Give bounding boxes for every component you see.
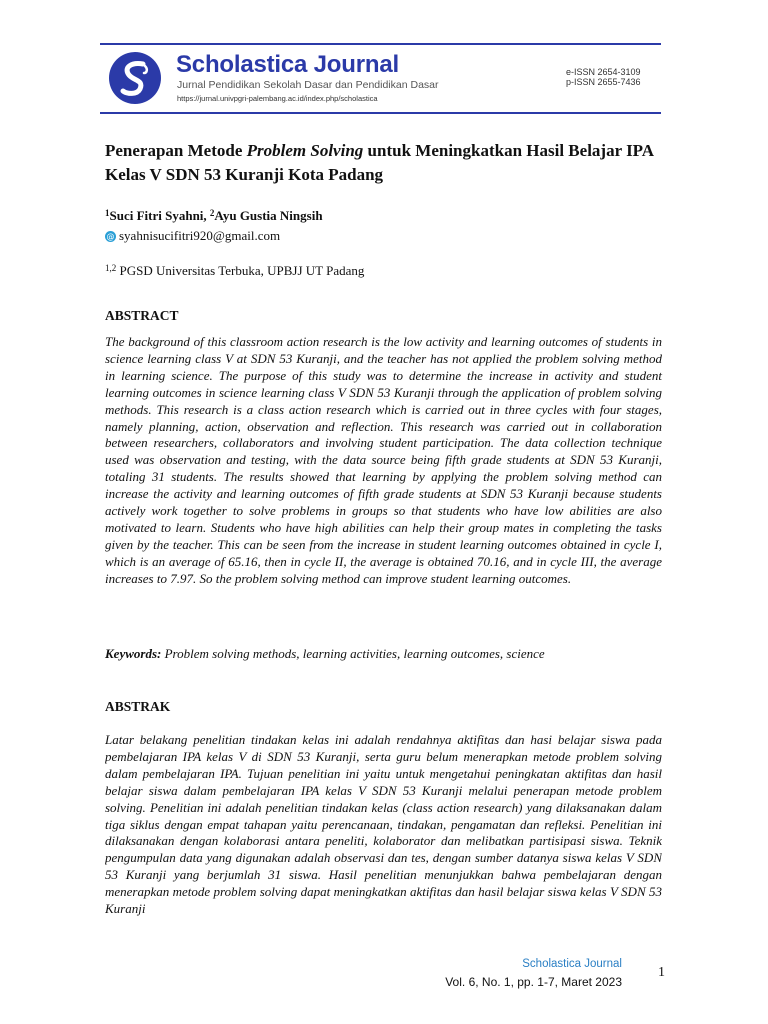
affiliation-sup: 1,2 — [105, 263, 117, 273]
affiliation-text: PGSD Universitas Terbuka, UPBJJ UT Padang — [116, 263, 365, 278]
keywords-value: Problem solving methods, learning activities, learning outcomes, science — [161, 646, 545, 661]
journal-subtitle: Jurnal Pendidikan Sekolah Dasar dan Pendidikan Dasar — [177, 79, 439, 91]
header-rule-bottom — [100, 112, 661, 114]
footer-volume: Vol. 6, No. 1, pp. 1-7, Maret 2023 — [445, 975, 622, 989]
keywords-label: Keywords: — [105, 646, 162, 661]
author1: Suci Fitri Syahni, — [109, 208, 210, 223]
journal-name: Scholastica Journal — [176, 51, 399, 78]
eissn: e-ISSN 2654-3109 — [566, 67, 641, 77]
affiliation — [105, 263, 364, 279]
pissn: p-ISSN 2655-7436 — [566, 77, 641, 87]
abstrak-text: Latar belakang penelitian tindakan kelas ini adalah rendahnya aktifitas dan hasi belajar siswa pada pembelajaran IPA kelas V di SDN 53 Kuranji, serta guru belum menerapkan metode problem solving dalam pembelajaran IPA. Tujuan penelitian ini yaitu untuk mengetahui peningkatan aktifitas dan hasil belajar siswa dalam pembelajaran IPA kelas V SDN 53 Kuranji melalui penerapan metode problem solving. Penelitian ini adalah penelitian tindakan kelas (class action research) yang dilaksanakan dalam tiga siklus dengan empat tahapan yaitu perencanaan, tindakan, pengamatan dan refleksi. Penelitian ini dilaksanakan dengan kolaborasi antara peneliti, kolaborator dan melibatkan partisipasi siswa. Teknik pengumpulan data yang digunakan adalah observasi dan tes, dengan sumber datanya siswa kelas V SDN 53 Kuranji yang berjumlah 31 siswa. Hasil penelitian menunjukkan bahwa pembelajaran dengan menerapkan metode problem solving dapat meningkatkan aktifitas dan hasil belajar siswa kelas V SDN 53 Kuranji — [105, 732, 662, 917]
title-italic: Problem Solving — [246, 141, 364, 160]
journal-logo — [108, 51, 162, 105]
abstrak-heading: ABSTRAK — [105, 699, 171, 714]
title-part-2: untuk Meningkatkan Hasil Belajar IPA Kelas V SDN 53 Kuranji Kota Padang — [105, 141, 654, 184]
keywords — [105, 646, 545, 662]
authors — [105, 208, 323, 224]
footer-journal: Scholastica Journal — [522, 958, 622, 970]
title-part-1: Penerapan Metode — [105, 141, 247, 160]
email-address[interactable]: syahnisucifitri920@gmail.com — [119, 228, 281, 243]
paper-title — [105, 139, 665, 187]
journal-url[interactable]: https://jurnal.univpgri-palembang.ac.id/index.php/scholastica — [177, 94, 378, 103]
header-rule-top — [100, 43, 661, 45]
abstract-text: The background of this classroom action research is the low activity and learning outcomes of students in science learning class V at SDN 53 Kuranji, and the teacher has not applied the problem solving method in learning science. The purpose of this study was to determine the increase in activity and student learning outcomes in science learning class V SDN 53 Kuranji through the application of problem solving methods. This research is a class action research which is carried out in three cycles with four stages, namely planning, action, observation and reflection. This research was carried out in collaboration between researchers, collaborators and involving student participation. The data collection technique used was observation and testing, with the data source being fifth grade students at SDN 53 Kuranji, totaling 31 students. The results showed that learning by applying the problem solving method can increase the activity and learning outcomes of fifth grade students at SDN 53 Kuranji because students actively work together to solve problems in groups so that students who have low abilities are also motivated to learn. Students who have high abilities can help their group mates in completing the tasks given by the teacher. This can be seen from the increase in student learning outcomes obtained in cycle I, which is an average of 65.16, then in cycle II, the average is obtained 70.16, and in cycle III, the average increases to 7.97. So the problem solving method can improve student learning outcomes. — [105, 334, 662, 586]
author1-sup: 1 — [105, 208, 110, 218]
author2-sup: 2 — [209, 208, 215, 218]
page-number: 1 — [658, 965, 665, 980]
abstract-heading: ABSTRACT — [105, 308, 179, 323]
email-line — [105, 228, 280, 244]
email-at-icon: @ — [106, 231, 115, 241]
author2: Ayu Gustia Ningsih — [214, 208, 323, 223]
